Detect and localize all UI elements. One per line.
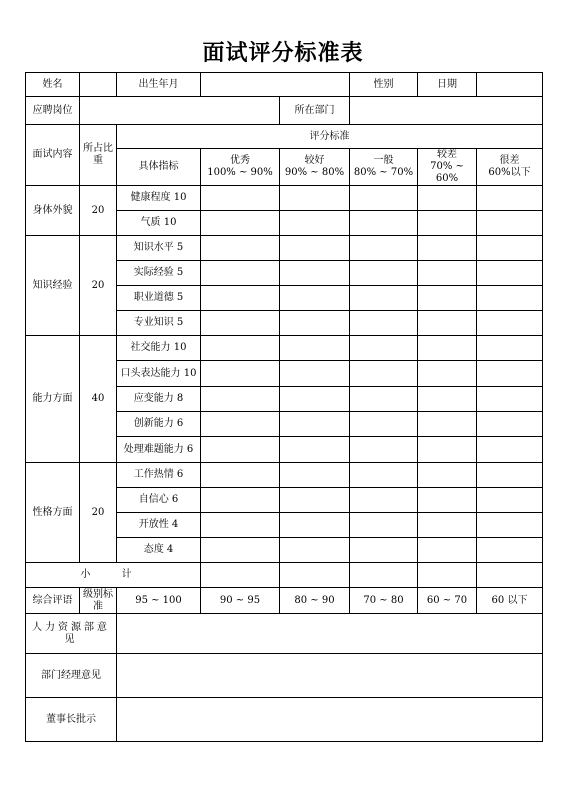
indicator-item: 创新能力 6 bbox=[117, 412, 201, 437]
score-cell[interactable] bbox=[350, 412, 418, 437]
manager-opinion-field[interactable] bbox=[117, 654, 543, 698]
score-cell[interactable] bbox=[418, 412, 477, 437]
date-field[interactable] bbox=[477, 73, 543, 97]
subtotal-cell[interactable] bbox=[477, 563, 543, 588]
score-cell[interactable] bbox=[418, 211, 477, 236]
score-cell[interactable] bbox=[350, 336, 418, 361]
summary-label: 综合评语 bbox=[26, 588, 80, 614]
score-cell[interactable] bbox=[280, 361, 350, 387]
score-cell[interactable] bbox=[350, 387, 418, 412]
indicator-item: 专业知识 5 bbox=[117, 311, 201, 336]
score-cell[interactable] bbox=[280, 437, 350, 463]
indicator-item: 应变能力 8 bbox=[117, 387, 201, 412]
score-cell[interactable] bbox=[280, 412, 350, 437]
category-weight: 20 bbox=[80, 186, 117, 236]
subtotal-cell[interactable] bbox=[280, 563, 350, 588]
score-cell[interactable] bbox=[201, 361, 280, 387]
hr-opinion-field[interactable] bbox=[117, 614, 543, 654]
level-header: 较好 90% ~ 80% bbox=[280, 149, 350, 186]
score-cell[interactable] bbox=[477, 186, 543, 211]
score-cell[interactable] bbox=[201, 463, 280, 488]
score-cell[interactable] bbox=[350, 513, 418, 538]
gender-label: 性别 bbox=[350, 73, 418, 97]
score-cell[interactable] bbox=[350, 463, 418, 488]
score-cell[interactable] bbox=[477, 361, 543, 387]
score-cell[interactable] bbox=[350, 286, 418, 311]
subtotal-label: 小 计 bbox=[26, 563, 201, 588]
score-cell[interactable] bbox=[477, 311, 543, 336]
score-cell[interactable] bbox=[201, 538, 280, 563]
score-cell[interactable] bbox=[477, 463, 543, 488]
score-cell[interactable] bbox=[201, 412, 280, 437]
level-header: 很差 60%以下 bbox=[477, 149, 543, 186]
score-cell[interactable] bbox=[477, 538, 543, 563]
grade-range: 95 ~ 100 bbox=[117, 588, 201, 614]
score-cell[interactable] bbox=[280, 286, 350, 311]
score-cell[interactable] bbox=[350, 261, 418, 286]
score-cell[interactable] bbox=[418, 236, 477, 261]
score-cell[interactable] bbox=[350, 211, 418, 236]
score-cell[interactable] bbox=[418, 186, 477, 211]
level-header: 一般 80% ~ 70% bbox=[350, 149, 418, 186]
content-header: 面试内容 bbox=[26, 125, 80, 186]
score-cell[interactable] bbox=[418, 261, 477, 286]
category-weight: 20 bbox=[80, 463, 117, 563]
score-cell[interactable] bbox=[350, 538, 418, 563]
level-header: 较差 70% ~ 60% bbox=[418, 149, 477, 186]
category-name: 知识经验 bbox=[26, 236, 80, 336]
score-cell[interactable] bbox=[201, 211, 280, 236]
subtotal-cell[interactable] bbox=[350, 563, 418, 588]
score-cell[interactable] bbox=[201, 336, 280, 361]
score-cell[interactable] bbox=[280, 336, 350, 361]
score-cell[interactable] bbox=[477, 286, 543, 311]
category-name: 能力方面 bbox=[26, 336, 80, 463]
score-cell[interactable] bbox=[280, 236, 350, 261]
category-name: 身体外貌 bbox=[26, 186, 80, 236]
score-cell[interactable] bbox=[418, 286, 477, 311]
category-name: 性格方面 bbox=[26, 463, 80, 563]
indicator-item: 开放性 4 bbox=[117, 513, 201, 538]
score-cell[interactable] bbox=[477, 211, 543, 236]
score-cell[interactable] bbox=[280, 211, 350, 236]
indicator-item: 社交能力 10 bbox=[117, 336, 201, 361]
subtotal-cell[interactable] bbox=[201, 563, 280, 588]
indicator-item: 气质 10 bbox=[117, 211, 201, 236]
indicator-item: 健康程度 10 bbox=[117, 186, 201, 211]
score-cell[interactable] bbox=[350, 311, 418, 336]
score-cell[interactable] bbox=[477, 513, 543, 538]
score-cell[interactable] bbox=[280, 463, 350, 488]
score-cell[interactable] bbox=[201, 437, 280, 463]
score-cell[interactable] bbox=[280, 488, 350, 513]
page-title: 面试评分标准表 bbox=[202, 41, 364, 66]
category-weight: 20 bbox=[80, 236, 117, 336]
weight-header: 所占比重 bbox=[80, 125, 117, 186]
score-cell[interactable] bbox=[280, 513, 350, 538]
score-cell[interactable] bbox=[201, 236, 280, 261]
score-cell[interactable] bbox=[418, 463, 477, 488]
department-field[interactable] bbox=[350, 97, 543, 125]
score-cell[interactable] bbox=[201, 488, 280, 513]
manager-opinion-label: 部门经理意见 bbox=[26, 654, 117, 698]
score-cell[interactable] bbox=[201, 261, 280, 286]
birth-field[interactable] bbox=[201, 73, 350, 97]
grade-range: 90 ~ 95 bbox=[201, 588, 280, 614]
score-cell[interactable] bbox=[418, 361, 477, 387]
score-cell[interactable] bbox=[201, 387, 280, 412]
score-cell[interactable] bbox=[201, 513, 280, 538]
standard-group-header: 评分标准 bbox=[117, 125, 543, 149]
score-cell[interactable] bbox=[280, 261, 350, 286]
score-cell[interactable] bbox=[418, 513, 477, 538]
indicator-item: 态度 4 bbox=[117, 538, 201, 563]
score-cell[interactable] bbox=[350, 236, 418, 261]
score-cell[interactable] bbox=[280, 387, 350, 412]
score-cell[interactable] bbox=[477, 236, 543, 261]
chairman-instruction-field[interactable] bbox=[117, 698, 543, 742]
grade-range: 80 ~ 90 bbox=[280, 588, 350, 614]
score-cell[interactable] bbox=[280, 186, 350, 211]
interview-score-table bbox=[25, 72, 543, 742]
score-cell[interactable] bbox=[350, 361, 418, 387]
indicator-item: 实际经验 5 bbox=[117, 261, 201, 286]
position-label: 应聘岗位 bbox=[26, 97, 80, 125]
score-cell[interactable] bbox=[477, 261, 543, 286]
department-label: 所在部门 bbox=[280, 97, 350, 125]
score-cell[interactable] bbox=[418, 538, 477, 563]
indicator-item: 知识水平 5 bbox=[117, 236, 201, 261]
score-cell[interactable] bbox=[201, 286, 280, 311]
score-cell[interactable] bbox=[418, 311, 477, 336]
score-cell[interactable] bbox=[280, 538, 350, 563]
score-cell[interactable] bbox=[201, 311, 280, 336]
score-cell[interactable] bbox=[201, 186, 280, 211]
score-cell[interactable] bbox=[418, 387, 477, 412]
score-cell[interactable] bbox=[477, 488, 543, 513]
score-cell[interactable] bbox=[477, 412, 543, 437]
date-label: 日期 bbox=[418, 73, 477, 97]
score-cell[interactable] bbox=[477, 437, 543, 463]
score-cell[interactable] bbox=[418, 437, 477, 463]
category-weight: 40 bbox=[80, 336, 117, 463]
grade-label: 级别标准 bbox=[80, 588, 117, 614]
score-cell[interactable] bbox=[350, 437, 418, 463]
score-cell[interactable] bbox=[350, 186, 418, 211]
hr-opinion-label: 人力资源部意 见 bbox=[26, 614, 117, 654]
grade-range: 60 以下 bbox=[477, 588, 543, 614]
name-label: 姓名 bbox=[26, 73, 80, 97]
name-field[interactable] bbox=[80, 73, 117, 97]
indicator-item: 工作热情 6 bbox=[117, 463, 201, 488]
indicator-item: 自信心 6 bbox=[117, 488, 201, 513]
subtotal-cell[interactable] bbox=[418, 563, 477, 588]
score-cell[interactable] bbox=[280, 311, 350, 336]
score-cell[interactable] bbox=[350, 488, 418, 513]
grade-range: 60 ~ 70 bbox=[418, 588, 477, 614]
chairman-instruction-label: 董事长批示 bbox=[26, 698, 117, 742]
indicator-item: 口头表达能力 10 bbox=[117, 361, 201, 387]
level-header: 优秀 100% ~ 90% bbox=[201, 149, 280, 186]
birth-label: 出生年月 bbox=[117, 73, 201, 97]
indicator-item: 处理难题能力 6 bbox=[117, 437, 201, 463]
indicator-header: 具体指标 bbox=[117, 149, 201, 186]
score-cell[interactable] bbox=[418, 336, 477, 361]
score-cell[interactable] bbox=[418, 488, 477, 513]
grade-range: 70 ~ 80 bbox=[350, 588, 418, 614]
position-field[interactable] bbox=[80, 97, 280, 125]
score-cell[interactable] bbox=[477, 336, 543, 361]
score-cell[interactable] bbox=[477, 387, 543, 412]
indicator-item: 职业道德 5 bbox=[117, 286, 201, 311]
